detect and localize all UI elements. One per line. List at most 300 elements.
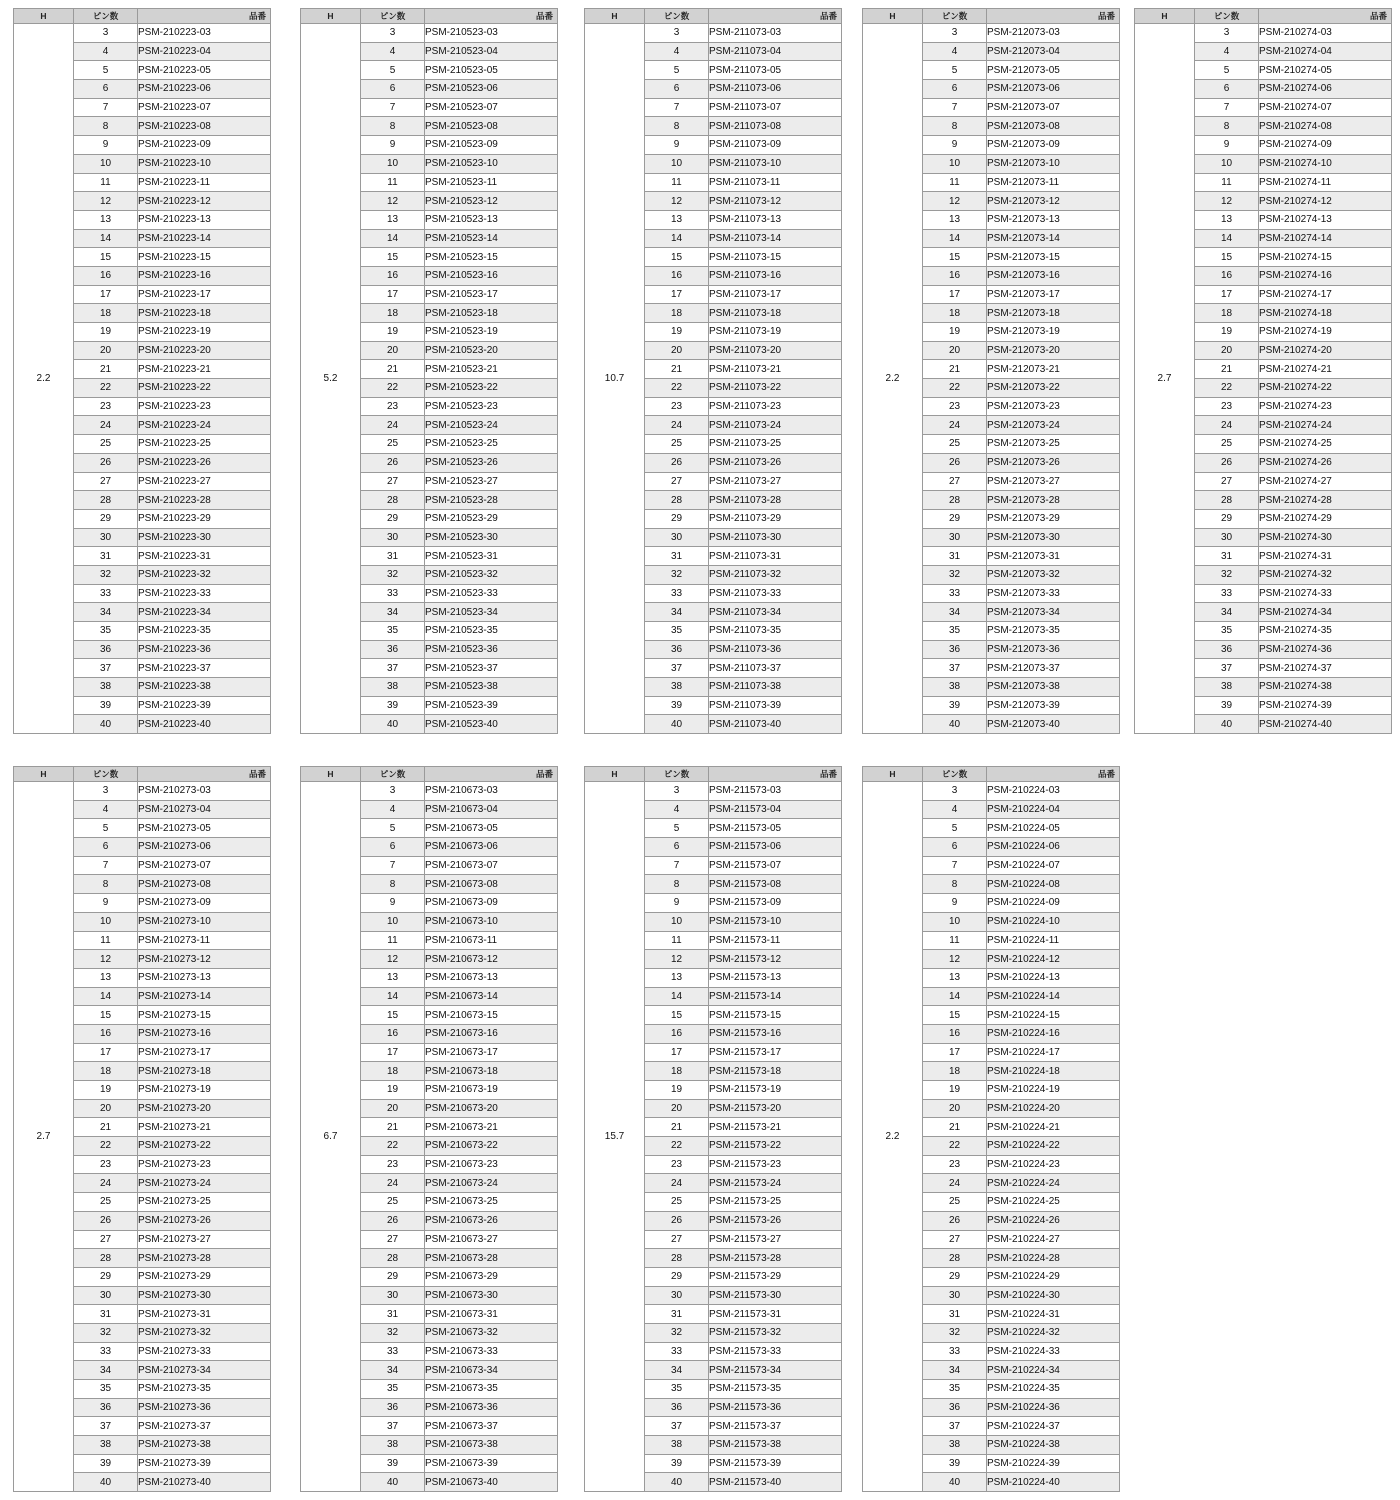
part-number: PSM-211073-12	[709, 192, 842, 211]
pin-count: 40	[645, 1473, 709, 1492]
part-number: PSM-210223-32	[138, 565, 271, 584]
part-number: PSM-211073-37	[709, 659, 842, 678]
pin-count: 10	[74, 154, 138, 173]
pin-count: 40	[1195, 715, 1259, 734]
part-number: PSM-211573-03	[709, 782, 842, 801]
part-number: PSM-211073-25	[709, 435, 842, 454]
pin-count: 19	[74, 323, 138, 342]
part-number: PSM-211073-15	[709, 248, 842, 267]
pin-count: 40	[74, 715, 138, 734]
pin-count: 23	[74, 1155, 138, 1174]
part-number: PSM-210224-15	[987, 1006, 1120, 1025]
pin-count: 34	[645, 1361, 709, 1380]
part-number: PSM-212073-31	[987, 547, 1120, 566]
part-number: PSM-212073-15	[987, 248, 1120, 267]
part-number: PSM-210673-15	[425, 1006, 558, 1025]
pin-count: 16	[645, 1024, 709, 1043]
pin-count: 37	[923, 659, 987, 678]
part-number: PSM-211573-10	[709, 912, 842, 931]
pin-count: 27	[74, 472, 138, 491]
part-number: PSM-212073-19	[987, 323, 1120, 342]
pin-count: 38	[923, 678, 987, 697]
pin-count: 29	[645, 509, 709, 528]
pin-count: 34	[74, 1361, 138, 1380]
pin-count: 16	[361, 1024, 425, 1043]
part-number: PSM-210273-33	[138, 1342, 271, 1361]
part-number: PSM-210223-31	[138, 547, 271, 566]
part-number: PSM-210223-37	[138, 659, 271, 678]
pin-count: 28	[645, 1249, 709, 1268]
part-number: PSM-210273-18	[138, 1062, 271, 1081]
part-number: PSM-212073-06	[987, 80, 1120, 99]
part-number: PSM-210673-18	[425, 1062, 558, 1081]
part-number: PSM-210673-24	[425, 1174, 558, 1193]
pin-count: 32	[645, 565, 709, 584]
pin-count: 26	[74, 453, 138, 472]
pin-count: 32	[74, 565, 138, 584]
table-row	[585, 782, 842, 801]
pin-count: 21	[645, 360, 709, 379]
pin-count: 5	[645, 819, 709, 838]
part-number: PSM-212073-28	[987, 491, 1120, 510]
pin-count: 3	[74, 782, 138, 801]
pin-count: 7	[361, 856, 425, 875]
part-number: PSM-210223-33	[138, 584, 271, 603]
part-number: PSM-212073-27	[987, 472, 1120, 491]
part-number: PSM-210523-26	[425, 453, 558, 472]
pin-count: 11	[1195, 173, 1259, 192]
pin-count: 24	[923, 1174, 987, 1193]
part-number: PSM-210223-36	[138, 640, 271, 659]
part-number: PSM-210523-22	[425, 379, 558, 398]
part-number: PSM-210273-40	[138, 1473, 271, 1492]
part-number: PSM-210224-08	[987, 875, 1120, 894]
part-number: PSM-210673-11	[425, 931, 558, 950]
pin-count: 18	[645, 304, 709, 323]
part-number: PSM-210274-31	[1259, 547, 1392, 566]
part-number: PSM-210223-20	[138, 341, 271, 360]
pin-count: 20	[645, 341, 709, 360]
pin-count: 8	[74, 875, 138, 894]
part-number: PSM-210273-15	[138, 1006, 271, 1025]
part-number: PSM-210274-20	[1259, 341, 1392, 360]
header-pin-count: ピン数	[74, 9, 138, 24]
part-number: PSM-210523-35	[425, 622, 558, 641]
pin-count: 30	[645, 1286, 709, 1305]
pin-count: 17	[361, 285, 425, 304]
part-number: PSM-211073-22	[709, 379, 842, 398]
pin-count: 11	[923, 173, 987, 192]
pin-count: 14	[74, 987, 138, 1006]
pin-count: 34	[923, 603, 987, 622]
part-number: PSM-210274-36	[1259, 640, 1392, 659]
part-number: PSM-210223-35	[138, 622, 271, 641]
part-number: PSM-211073-08	[709, 117, 842, 136]
pin-count: 8	[1195, 117, 1259, 136]
pin-count: 33	[923, 584, 987, 603]
pin-count: 33	[361, 584, 425, 603]
part-number: PSM-211073-34	[709, 603, 842, 622]
part-number: PSM-211573-11	[709, 931, 842, 950]
part-number: PSM-210223-13	[138, 210, 271, 229]
pin-count: 20	[361, 341, 425, 360]
pin-count: 38	[1195, 678, 1259, 697]
pin-count: 11	[645, 931, 709, 950]
part-number: PSM-210224-13	[987, 968, 1120, 987]
part-number: PSM-212073-35	[987, 622, 1120, 641]
part-number: PSM-212073-11	[987, 173, 1120, 192]
pin-count: 4	[74, 42, 138, 61]
pin-count: 8	[74, 117, 138, 136]
pin-count: 9	[923, 136, 987, 155]
pin-count: 39	[361, 696, 425, 715]
spec-table	[1134, 8, 1392, 734]
part-number: PSM-211073-35	[709, 622, 842, 641]
pin-count: 5	[74, 61, 138, 80]
part-number: PSM-211073-36	[709, 640, 842, 659]
pin-count: 34	[74, 603, 138, 622]
table-header-row	[301, 9, 558, 24]
pin-count: 19	[361, 323, 425, 342]
pin-count: 18	[74, 304, 138, 323]
part-number: PSM-210224-12	[987, 950, 1120, 969]
pin-count: 16	[361, 266, 425, 285]
pin-count: 35	[1195, 622, 1259, 641]
height-value: 6.7	[301, 782, 361, 1492]
part-number: PSM-210274-39	[1259, 696, 1392, 715]
part-number: PSM-210224-03	[987, 782, 1120, 801]
header-h: H	[1135, 9, 1195, 24]
part-number: PSM-210224-32	[987, 1323, 1120, 1342]
part-number: PSM-212073-26	[987, 453, 1120, 472]
part-number: PSM-211073-29	[709, 509, 842, 528]
part-number: PSM-210273-37	[138, 1417, 271, 1436]
pin-count: 27	[361, 472, 425, 491]
part-number: PSM-210273-38	[138, 1436, 271, 1455]
part-number: PSM-210273-35	[138, 1380, 271, 1399]
part-number: PSM-210273-39	[138, 1454, 271, 1473]
pin-count: 4	[645, 42, 709, 61]
part-number: PSM-212073-25	[987, 435, 1120, 454]
pin-count: 10	[74, 912, 138, 931]
part-number: PSM-210673-35	[425, 1380, 558, 1399]
part-number: PSM-210274-03	[1259, 24, 1392, 43]
part-number: PSM-210223-18	[138, 304, 271, 323]
part-number: PSM-211573-35	[709, 1380, 842, 1399]
pin-count: 4	[361, 42, 425, 61]
spec-table	[13, 766, 271, 1492]
part-number: PSM-210273-17	[138, 1043, 271, 1062]
pin-count: 23	[645, 1155, 709, 1174]
part-number: PSM-210673-39	[425, 1454, 558, 1473]
part-number: PSM-210274-05	[1259, 61, 1392, 80]
pin-count: 17	[74, 285, 138, 304]
pin-count: 13	[923, 968, 987, 987]
header-part-number: 品番	[138, 767, 271, 782]
part-number: PSM-210224-37	[987, 1417, 1120, 1436]
part-number: PSM-210673-34	[425, 1361, 558, 1380]
pin-count: 35	[645, 622, 709, 641]
part-number: PSM-210274-12	[1259, 192, 1392, 211]
part-number: PSM-210273-34	[138, 1361, 271, 1380]
pin-count: 24	[645, 1174, 709, 1193]
pin-count: 18	[74, 1062, 138, 1081]
spec-table	[584, 8, 842, 734]
part-number: PSM-210223-27	[138, 472, 271, 491]
pin-count: 4	[1195, 42, 1259, 61]
part-number: PSM-210224-09	[987, 894, 1120, 913]
part-number: PSM-210273-19	[138, 1081, 271, 1100]
part-number: PSM-211573-04	[709, 800, 842, 819]
part-number: PSM-210224-06	[987, 838, 1120, 857]
pin-count: 16	[923, 266, 987, 285]
part-number: PSM-210273-04	[138, 800, 271, 819]
pin-count: 24	[923, 416, 987, 435]
table-header-row	[14, 9, 271, 24]
part-number: PSM-212073-39	[987, 696, 1120, 715]
pin-count: 34	[923, 1361, 987, 1380]
part-number: PSM-210673-40	[425, 1473, 558, 1492]
part-number: PSM-211573-09	[709, 894, 842, 913]
pin-count: 38	[361, 1436, 425, 1455]
part-number: PSM-211573-37	[709, 1417, 842, 1436]
part-number: PSM-210523-20	[425, 341, 558, 360]
pin-count: 24	[74, 1174, 138, 1193]
pin-count: 23	[645, 397, 709, 416]
pin-count: 30	[74, 528, 138, 547]
part-number: PSM-211073-13	[709, 210, 842, 229]
pin-count: 24	[361, 416, 425, 435]
part-number: PSM-210523-36	[425, 640, 558, 659]
part-number: PSM-211573-18	[709, 1062, 842, 1081]
pin-count: 26	[923, 1211, 987, 1230]
pin-count: 3	[645, 24, 709, 43]
header-part-number: 品番	[425, 767, 558, 782]
pin-count: 27	[1195, 472, 1259, 491]
pin-count: 33	[74, 584, 138, 603]
pin-count: 37	[361, 1417, 425, 1436]
pin-count: 13	[361, 210, 425, 229]
table-header-row	[863, 9, 1120, 24]
spec-table	[300, 766, 558, 1492]
pin-count: 18	[923, 304, 987, 323]
pin-count: 23	[1195, 397, 1259, 416]
part-number: PSM-210273-09	[138, 894, 271, 913]
pin-count: 29	[1195, 509, 1259, 528]
pin-count: 18	[645, 1062, 709, 1081]
part-number: PSM-210274-09	[1259, 136, 1392, 155]
part-number: PSM-211073-23	[709, 397, 842, 416]
part-number: PSM-210523-09	[425, 136, 558, 155]
part-number: PSM-210223-22	[138, 379, 271, 398]
pin-count: 15	[923, 248, 987, 267]
pin-count: 9	[361, 894, 425, 913]
pin-count: 7	[923, 98, 987, 117]
pin-count: 29	[645, 1267, 709, 1286]
part-number: PSM-211573-36	[709, 1398, 842, 1417]
part-number: PSM-210523-27	[425, 472, 558, 491]
part-number: PSM-210274-17	[1259, 285, 1392, 304]
part-number: PSM-212073-14	[987, 229, 1120, 248]
part-number: PSM-210523-05	[425, 61, 558, 80]
pin-count: 17	[645, 285, 709, 304]
pin-count: 28	[74, 1249, 138, 1268]
pin-count: 9	[74, 136, 138, 155]
pin-count: 26	[923, 453, 987, 472]
part-number: PSM-210274-07	[1259, 98, 1392, 117]
part-number: PSM-210223-10	[138, 154, 271, 173]
pin-count: 17	[361, 1043, 425, 1062]
pin-count: 12	[74, 950, 138, 969]
pin-count: 4	[923, 42, 987, 61]
part-number: PSM-210523-32	[425, 565, 558, 584]
pin-count: 30	[361, 528, 425, 547]
header-pin-count: ピン数	[361, 767, 425, 782]
part-number: PSM-210274-24	[1259, 416, 1392, 435]
pin-count: 12	[74, 192, 138, 211]
pin-count: 31	[923, 547, 987, 566]
part-number: PSM-210273-29	[138, 1267, 271, 1286]
table-header-row	[585, 767, 842, 782]
part-number: PSM-210273-13	[138, 968, 271, 987]
pin-count: 4	[361, 800, 425, 819]
part-number: PSM-211573-31	[709, 1305, 842, 1324]
pin-count: 37	[645, 659, 709, 678]
pin-count: 20	[74, 1099, 138, 1118]
pin-count: 24	[74, 416, 138, 435]
header-h: H	[14, 767, 74, 782]
pin-count: 9	[74, 894, 138, 913]
part-number: PSM-212073-13	[987, 210, 1120, 229]
header-h: H	[863, 9, 923, 24]
pin-count: 36	[923, 640, 987, 659]
pin-count: 14	[645, 987, 709, 1006]
header-pin-count: ピン数	[645, 767, 709, 782]
part-number: PSM-210223-06	[138, 80, 271, 99]
pin-count: 20	[923, 1099, 987, 1118]
part-number: PSM-211573-21	[709, 1118, 842, 1137]
pin-count: 11	[645, 173, 709, 192]
part-number: PSM-210673-29	[425, 1267, 558, 1286]
pin-count: 38	[923, 1436, 987, 1455]
part-number: PSM-212073-32	[987, 565, 1120, 584]
part-number: PSM-212073-38	[987, 678, 1120, 697]
pin-count: 29	[74, 509, 138, 528]
part-number: PSM-210673-20	[425, 1099, 558, 1118]
part-number: PSM-211073-30	[709, 528, 842, 547]
part-number: PSM-210223-23	[138, 397, 271, 416]
part-number: PSM-210523-19	[425, 323, 558, 342]
table-row	[863, 782, 1120, 801]
pin-count: 34	[645, 603, 709, 622]
pin-count: 26	[361, 453, 425, 472]
part-number: PSM-210223-34	[138, 603, 271, 622]
pin-count: 33	[1195, 584, 1259, 603]
part-number: PSM-210224-31	[987, 1305, 1120, 1324]
pin-count: 30	[923, 1286, 987, 1305]
part-number: PSM-210224-17	[987, 1043, 1120, 1062]
pin-count: 25	[923, 1193, 987, 1212]
height-value: 15.7	[585, 782, 645, 1492]
part-number: PSM-212073-18	[987, 304, 1120, 323]
header-part-number: 品番	[138, 9, 271, 24]
part-number: PSM-210223-08	[138, 117, 271, 136]
part-number: PSM-211073-21	[709, 360, 842, 379]
part-number: PSM-210224-25	[987, 1193, 1120, 1212]
table-row	[14, 24, 271, 43]
part-number: PSM-210274-30	[1259, 528, 1392, 547]
part-number: PSM-211573-33	[709, 1342, 842, 1361]
pin-count: 29	[74, 1267, 138, 1286]
part-number: PSM-210224-20	[987, 1099, 1120, 1118]
pin-count: 13	[74, 210, 138, 229]
pin-count: 6	[645, 838, 709, 857]
pin-count: 38	[74, 678, 138, 697]
part-number: PSM-212073-10	[987, 154, 1120, 173]
pin-count: 7	[361, 98, 425, 117]
pin-count: 10	[923, 912, 987, 931]
header-h: H	[585, 9, 645, 24]
part-number: PSM-212073-22	[987, 379, 1120, 398]
pin-count: 8	[361, 117, 425, 136]
part-number: PSM-210224-22	[987, 1137, 1120, 1156]
part-number: PSM-211073-09	[709, 136, 842, 155]
pin-count: 5	[74, 819, 138, 838]
table-header-row	[1135, 9, 1392, 24]
pin-count: 12	[923, 192, 987, 211]
pin-count: 37	[74, 659, 138, 678]
pin-count: 25	[1195, 435, 1259, 454]
pin-count: 38	[361, 678, 425, 697]
pin-count: 32	[645, 1323, 709, 1342]
part-number: PSM-210523-12	[425, 192, 558, 211]
part-number: PSM-211073-17	[709, 285, 842, 304]
pin-count: 13	[74, 968, 138, 987]
part-number: PSM-211573-40	[709, 1473, 842, 1492]
pin-count: 4	[645, 800, 709, 819]
pin-count: 18	[361, 1062, 425, 1081]
pin-count: 10	[923, 154, 987, 173]
part-number: PSM-210224-04	[987, 800, 1120, 819]
pin-count: 29	[361, 1267, 425, 1286]
part-number: PSM-211073-18	[709, 304, 842, 323]
part-number: PSM-210224-35	[987, 1380, 1120, 1399]
pin-count: 39	[923, 1454, 987, 1473]
pin-count: 7	[1195, 98, 1259, 117]
height-value: 2.2	[863, 24, 923, 734]
pin-count: 12	[361, 192, 425, 211]
part-number: PSM-211573-23	[709, 1155, 842, 1174]
part-number: PSM-210223-26	[138, 453, 271, 472]
pin-count: 32	[361, 1323, 425, 1342]
pin-count: 6	[645, 80, 709, 99]
pin-count: 31	[74, 1305, 138, 1324]
pin-count: 31	[1195, 547, 1259, 566]
pin-count: 7	[74, 856, 138, 875]
pin-count: 40	[361, 1473, 425, 1492]
part-number: PSM-210223-03	[138, 24, 271, 43]
pin-count: 16	[74, 266, 138, 285]
part-number: PSM-211073-07	[709, 98, 842, 117]
part-number: PSM-211073-11	[709, 173, 842, 192]
pin-count: 7	[74, 98, 138, 117]
part-number: PSM-210273-30	[138, 1286, 271, 1305]
pin-count: 4	[923, 800, 987, 819]
part-number: PSM-210273-36	[138, 1398, 271, 1417]
pin-count: 28	[361, 1249, 425, 1268]
pin-count: 18	[1195, 304, 1259, 323]
part-number: PSM-210273-28	[138, 1249, 271, 1268]
